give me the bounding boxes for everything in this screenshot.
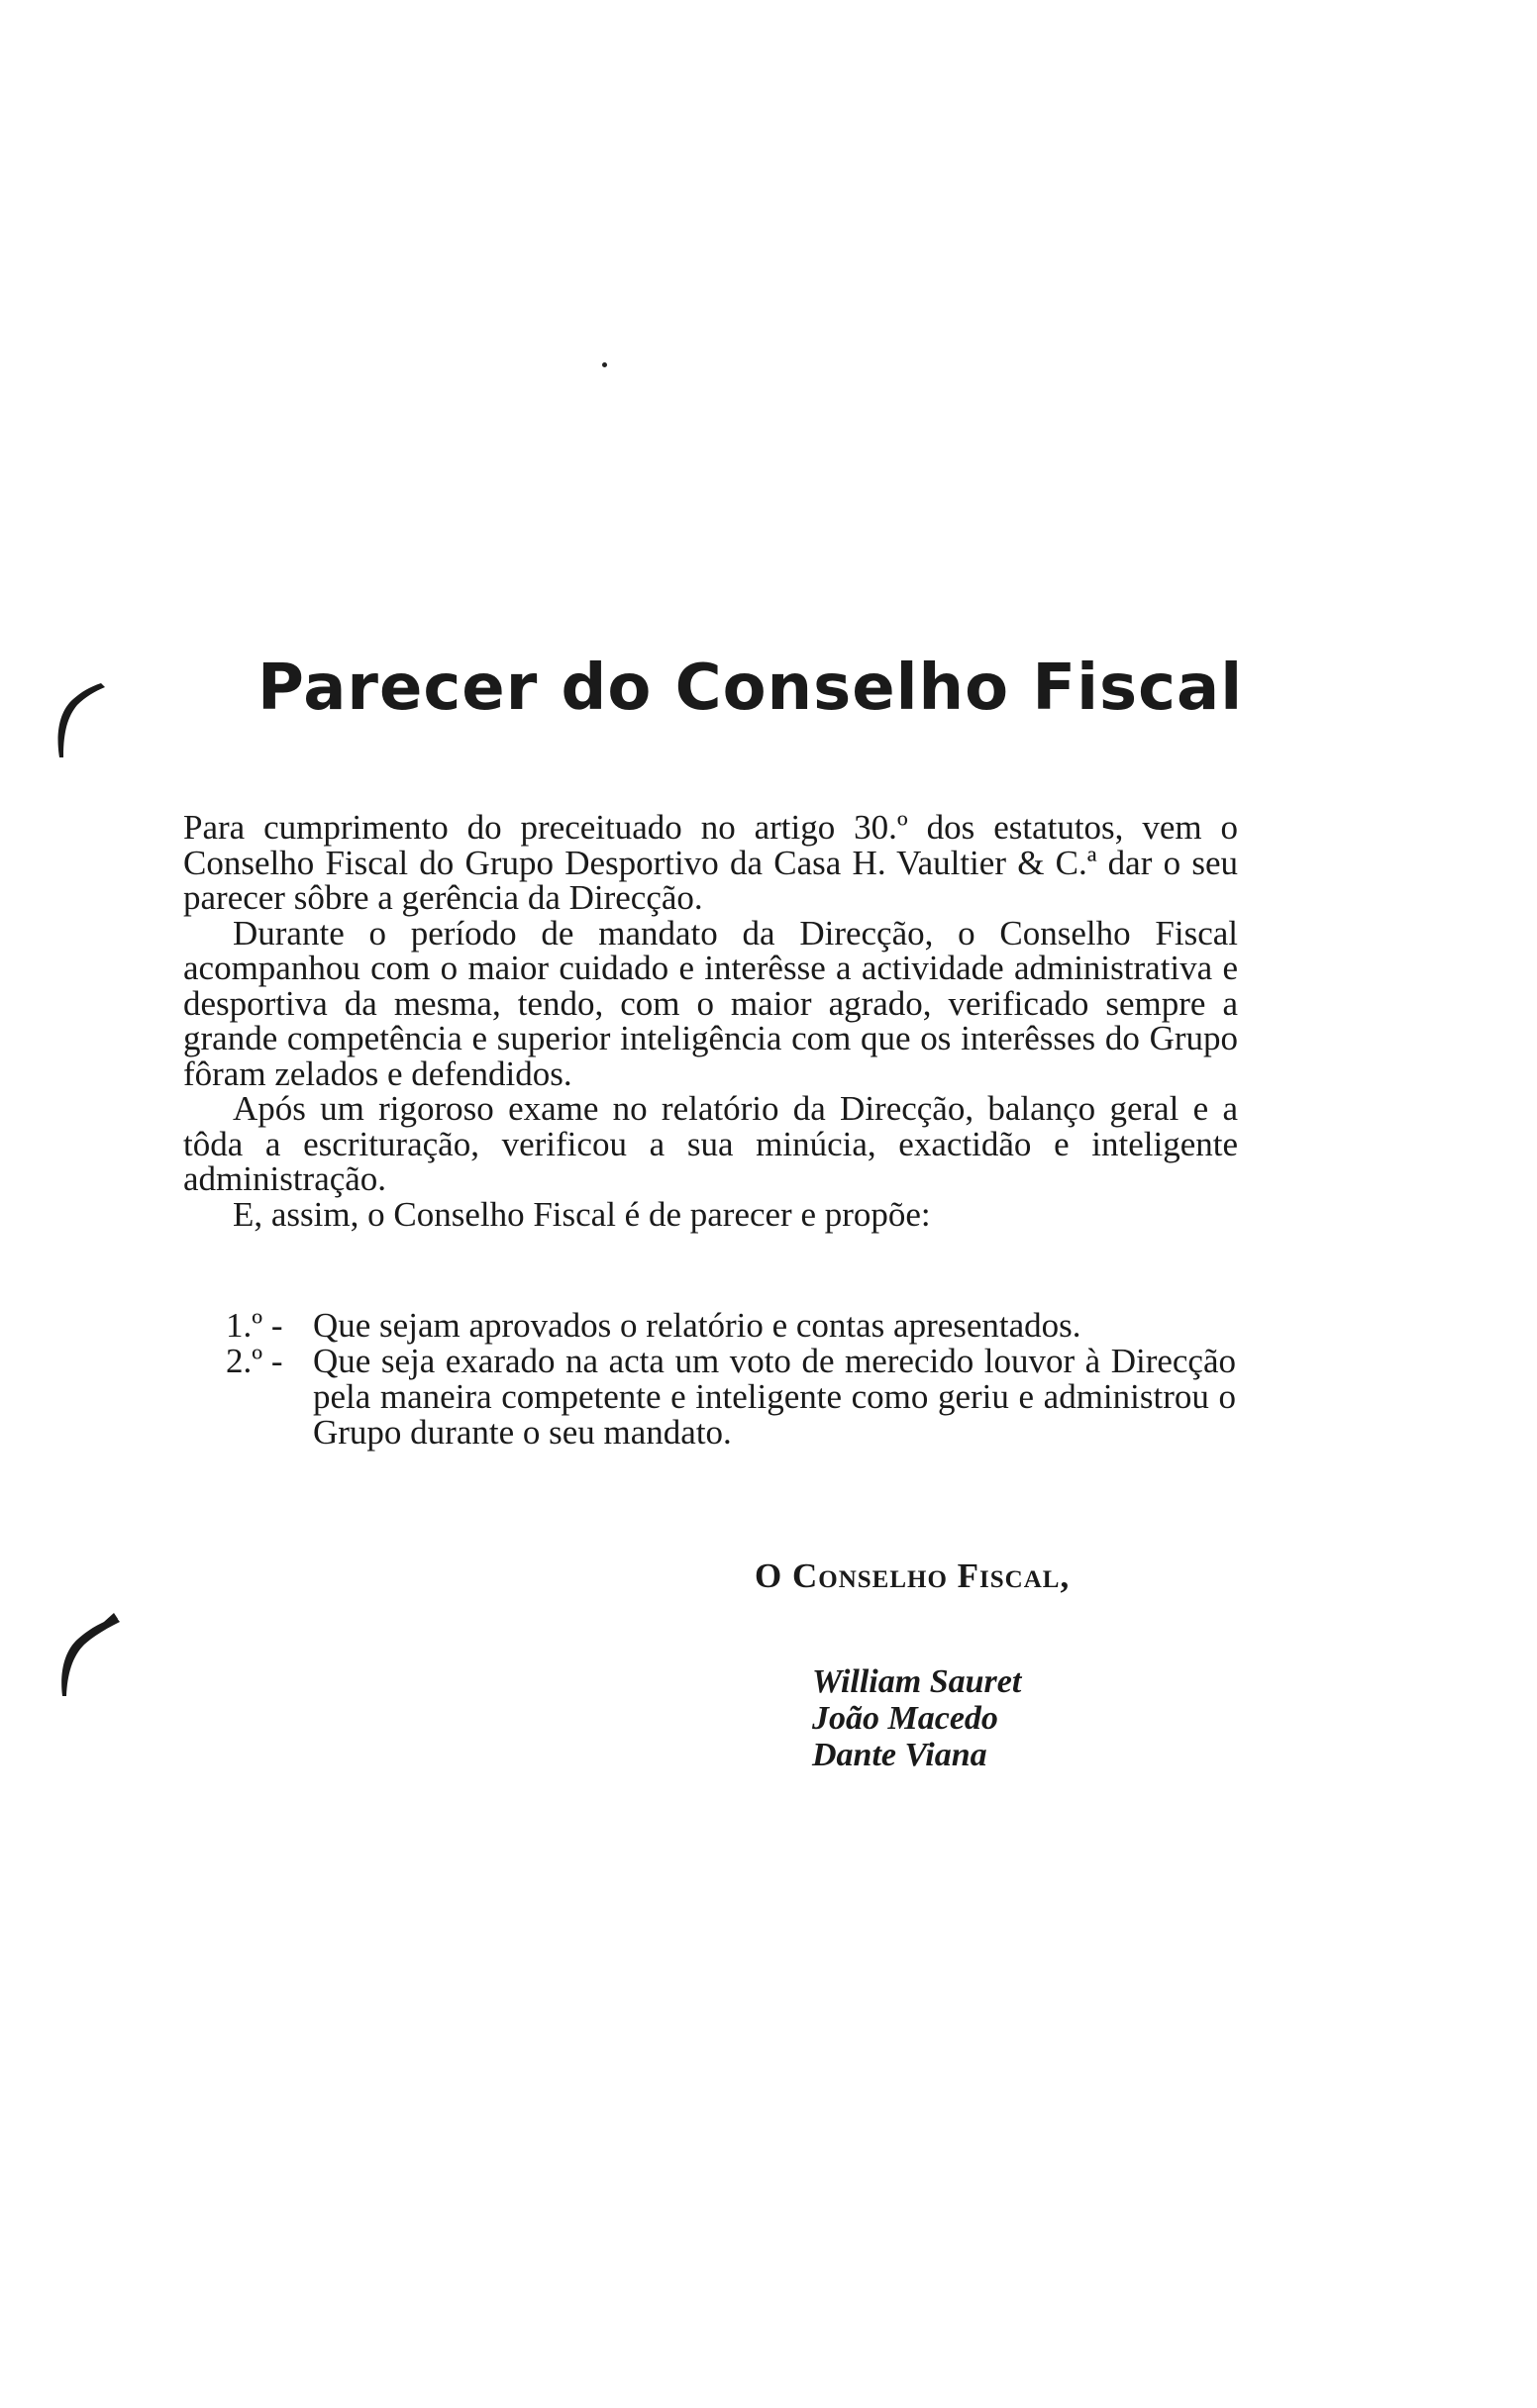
signature-block	[812, 1663, 1021, 1773]
list-item-number: 1.º -	[226, 1306, 283, 1345]
body-text	[183, 810, 1238, 1232]
page-title: Parecer do Conselho Fiscal	[257, 652, 1244, 725]
signoff: O Conselho Fiscal,	[755, 1556, 1071, 1595]
signatory-name: Dante Viana	[812, 1737, 987, 1773]
signatory-name: João Macedo	[812, 1700, 998, 1737]
paragraph: Durante o período de mandato da Direcção, o Conselho Fiscal acompanhou com o maior cuidado e interêsse a actividade administrativa e desportiva da mesma, tendo, com o maior agrado, verificado sempre a grande competência e superior inteligência com que os interêsses do Grupo fôram zelados e defendidos.	[183, 913, 1238, 1093]
list-item	[226, 1344, 1236, 1451]
list-item	[226, 1308, 1236, 1344]
paragraph: Para cumprimento do preceituado no artigo 30.º dos estatutos, vem o Conselho Fiscal do Grupo Desportivo da Casa H. Vaultier & C.ª dar o seu parecer sôbre a gerência da Direcção.	[183, 808, 1238, 917]
paragraph: E, assim, o Conselho Fiscal é de parecer e propõe:	[233, 1194, 931, 1234]
margin-mark-icon	[51, 673, 111, 762]
list-item-text: Que sejam aprovados o relatório e contas apresentados.	[313, 1306, 1081, 1345]
margin-mark-icon	[54, 1609, 124, 1698]
ink-speck	[602, 362, 607, 367]
paragraph: Após um rigoroso exame no relatório da Direcção, balanço geral e a tôda a escrituração, verificou a sua minúcia, exactidão e inteligente administração.	[183, 1089, 1238, 1198]
list-item-text: Que seja exarado na acta um voto de merecido louvor à Direcção pela maneira competente e inteligente como geriu e administrou o Grupo durante o seu mandato.	[313, 1342, 1236, 1452]
signatory-name: William Sauret	[812, 1663, 1022, 1700]
proposal-list	[226, 1308, 1236, 1451]
list-item-number: 2.º -	[226, 1342, 283, 1380]
